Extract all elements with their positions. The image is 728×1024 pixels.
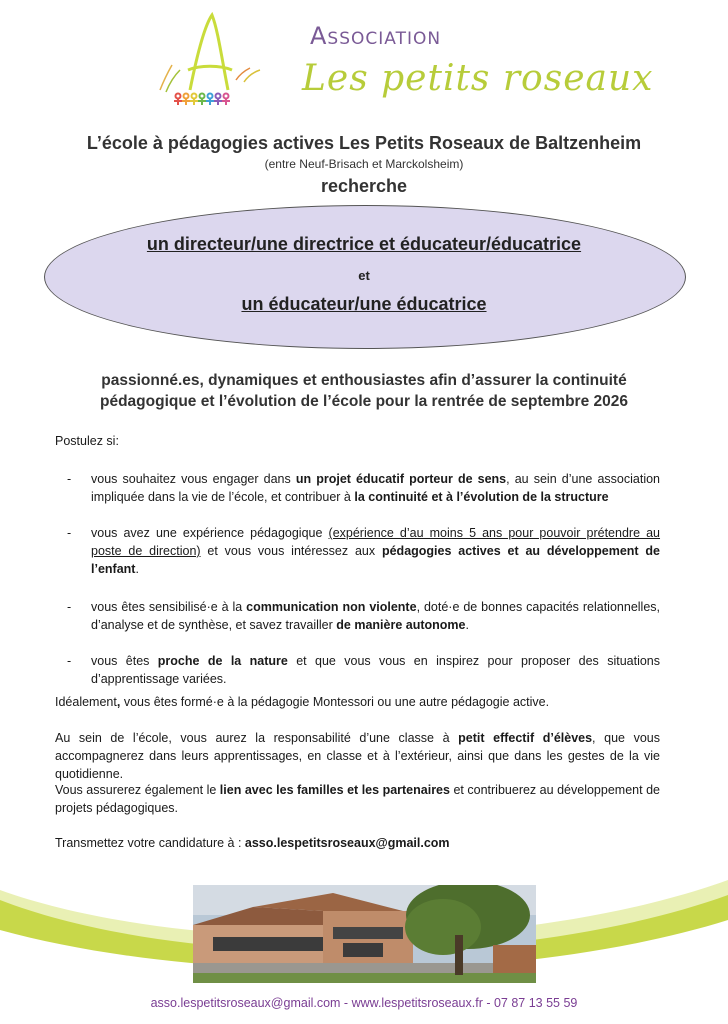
text: Idéalement — [55, 695, 117, 709]
bullet-dash: - — [67, 526, 72, 540]
ideal-paragraph — [55, 693, 660, 711]
email-link[interactable]: asso.lespetitsroseaux@gmail.com — [244, 836, 450, 850]
page-subtitle: (entre Neuf-Brisach et Marckolsheim) — [264, 157, 464, 171]
tagline: passionné.es, dynamiques et enthousiastes afin d’assurer la continuité pédagogique et l’évolution de l’école pour la rentrée de septembre 2026 — [99, 372, 628, 410]
position-2: un éducateur/une éducatrice — [241, 294, 487, 314]
text: vous êtes — [91, 654, 158, 668]
bold-text: lien avec les familles et les partenaires — [219, 783, 450, 797]
bullet-dash: - — [67, 600, 72, 614]
text: Vous assurerez également le — [55, 783, 220, 797]
partners-paragraph — [55, 781, 660, 817]
page-title: L’école à pédagogies actives Les Petits Roseaux de Baltzenheim — [86, 133, 642, 153]
footer-contact: asso.lespetitsroseaux@gmail.com - www.lespetitsroseaux.fr - 07 87 13 55 59 — [150, 996, 578, 1010]
application-paragraph — [55, 834, 660, 852]
text: vous souhaitez vous engager dans — [91, 472, 296, 486]
bullet-dash: - — [67, 472, 72, 486]
responsibility-paragraph — [55, 729, 660, 783]
underlined-text: (expérience d’au moins 5 ans pour pouvoir prétendre au poste de direction) — [91, 526, 661, 558]
bold-text: , — [116, 695, 121, 709]
text: Transmettez votre candidature à : — [55, 836, 245, 850]
bullet-dash: - — [67, 654, 72, 668]
school-building-photo — [193, 885, 536, 983]
text: , au sein d’une association impliquée dans la vie de l’école, et contribuer à — [91, 472, 660, 504]
text: et vous vous intéressez aux — [200, 544, 382, 558]
text: vous êtes sensibilisé·e à la — [91, 600, 247, 614]
bold-text: un projet éducatif porteur de sens — [295, 472, 507, 486]
text: vous avez une expérience pédagogique — [91, 526, 329, 540]
text: vous êtes formé·e à la pédagogie Montessori ou une autre pédagogie active. — [120, 695, 550, 709]
association-name: Les petits roseaux — [302, 58, 654, 99]
text: . — [135, 562, 139, 576]
recherche-heading: recherche — [320, 176, 408, 196]
requirements-list — [55, 470, 660, 706]
list-item — [55, 524, 660, 578]
text: , doté·e de bonnes capacités relationnelles, d’analyse et de synthèse, et savez travailler — [91, 600, 660, 632]
position-connector: et — [358, 268, 370, 283]
list-item — [55, 470, 660, 506]
list-item — [55, 598, 660, 634]
text: , que vous accompagnerez dans leurs apprentissages, en classe et à l’extérieur, ainsi que dans les gestes de la vie quotidienne. — [55, 731, 660, 781]
bold-text: communication non violente — [246, 600, 417, 614]
text: et contribuerez au développement de projets pédagogiques. — [55, 783, 660, 815]
postulez-label: Postulez si: — [55, 434, 119, 448]
text: . — [465, 618, 469, 632]
text: et que vous vous en inspirez pour proposer des situations d’apprentissage variées. — [91, 654, 660, 686]
list-item — [55, 652, 660, 688]
position-1: un directeur/une directrice et éducateur/éducatrice — [146, 234, 582, 254]
bold-text: pédagogies actives et au développement de l’enfant — [91, 544, 660, 576]
reed-logo-icon — [150, 10, 270, 110]
bold-text: proche de la nature — [157, 654, 288, 668]
bold-text: petit effectif d’élèves — [458, 731, 593, 745]
bold-text: de manière autonome — [336, 618, 466, 632]
text: Au sein de l’école, vous aurez la responsabilité d’une classe à — [55, 731, 459, 745]
bold-text: la continuité et à l’évolution de la structure — [354, 490, 609, 504]
association-label: Association — [310, 22, 442, 50]
